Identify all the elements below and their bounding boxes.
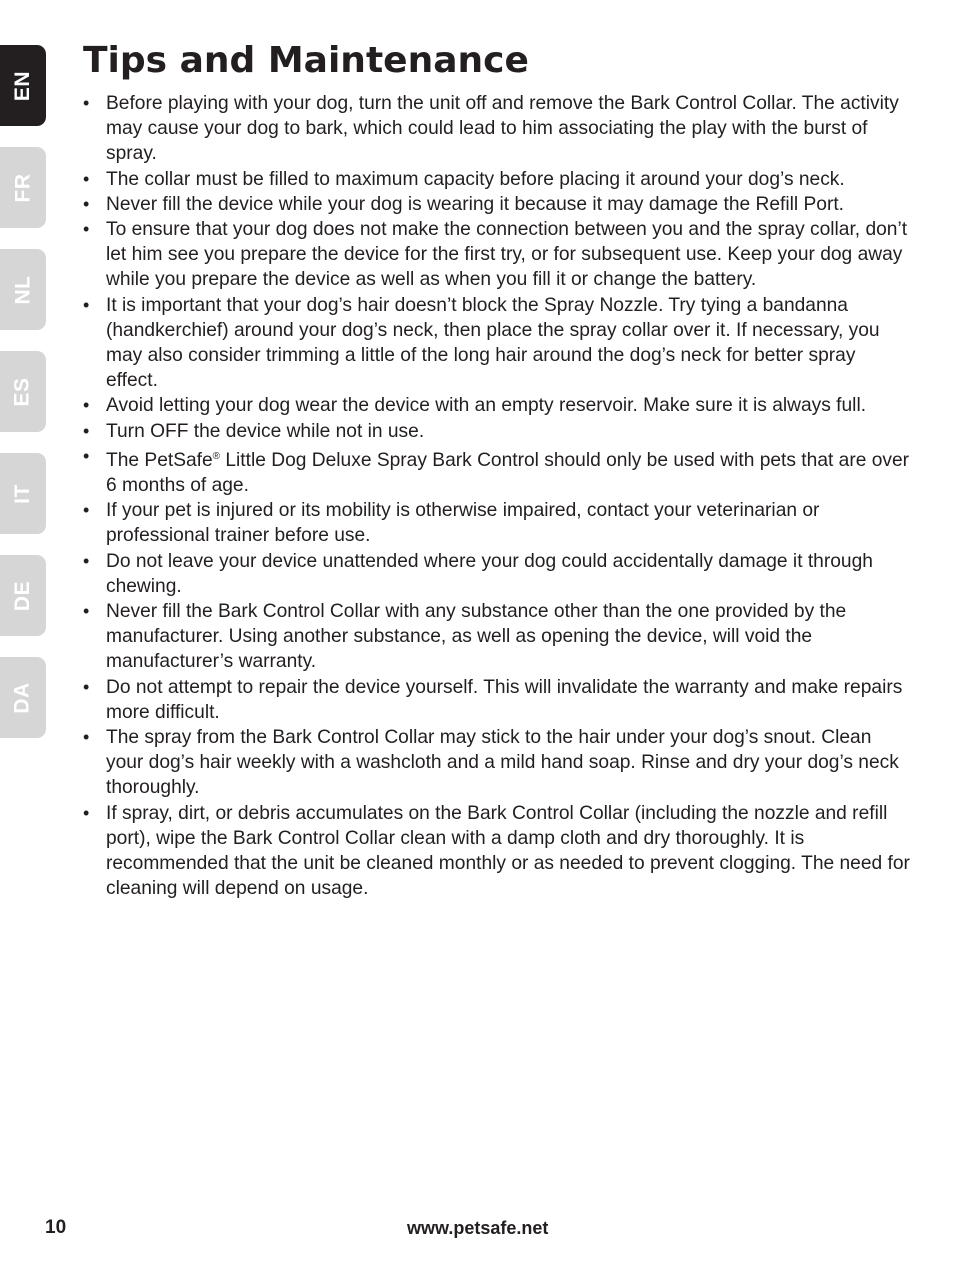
list-item <box>80 91 910 167</box>
registered-mark: ® <box>212 450 221 462</box>
bullet-icon: • <box>83 294 90 315</box>
tip-text: If your pet is injured or its mobility is otherwise impaired, contact your veterinarian or professional trainer before use. <box>106 500 820 547</box>
bullet-icon: • <box>83 168 90 189</box>
list-item <box>80 725 910 801</box>
language-tab-es[interactable] <box>0 351 46 432</box>
bullet-icon: • <box>83 420 90 441</box>
list-item <box>80 498 910 548</box>
tip-text: Do not attempt to repair the device yourself. This will invalidate the warranty and make repairs more difficult. <box>106 676 903 723</box>
list-item <box>80 419 910 444</box>
tip-text: The PetSafe <box>106 449 213 471</box>
list-item <box>80 801 910 902</box>
list-item <box>80 192 910 217</box>
bullet-icon: • <box>83 193 90 214</box>
bullet-icon: • <box>83 727 90 748</box>
list-item <box>80 599 910 675</box>
list-item <box>80 549 910 599</box>
bullet-icon: • <box>83 395 90 416</box>
tip-text: Turn OFF the device while not in use. <box>106 420 425 442</box>
bullet-icon: • <box>83 676 90 697</box>
bullet-icon: • <box>83 500 90 521</box>
language-tab-nl[interactable] <box>0 249 46 330</box>
tip-text: To ensure that your dog does not make the connection between you and the spray collar, don’t let him see you prepare the device for the first try, or for subsequent use. Keep your dog away while you prepare the device as well as when you fill it or change the battery. <box>106 219 908 291</box>
language-tab-label: EN <box>11 70 34 101</box>
language-tab-it[interactable] <box>0 453 46 534</box>
language-tab-label: DA <box>11 681 34 714</box>
list-item <box>80 167 910 192</box>
bullet-icon: • <box>83 93 90 113</box>
language-tab-label: DE <box>11 580 34 611</box>
bullet-icon: • <box>83 550 90 571</box>
tip-text: Never fill the Bark Control Collar with any substance other than the one provided by the manufacturer. Using another substance, as well as opening the device, will void the manufacturer’s warranty. <box>106 601 847 673</box>
list-item <box>80 217 910 293</box>
bullet-icon: • <box>83 219 90 240</box>
language-tab-label: FR <box>11 173 34 202</box>
tip-text: If spray, dirt, or debris accumulates on the Bark Control Collar (including the nozzle and refill port), wipe the Bark Control Collar clean with a damp cloth and dry thoroughly. It is recommended that the unit be cleaned monthly or as needed to prevent clogging. The need for cleaning will depend on usage. <box>106 802 910 900</box>
tip-text: It is important that your dog’s hair doesn’t block the Spray Nozzle. Try tying a bandanna (handkerchief) around your dog’s neck, then place the spray collar over it. If necessary, you may also consider trimming a little of the long hair around the dog’s neck for better spray effect. <box>106 294 880 392</box>
tip-text: Do not leave your device unattended where your dog could accidentally damage it through chewing. <box>106 550 873 597</box>
language-tab-de[interactable] <box>0 555 46 636</box>
tip-text: Avoid letting your dog wear the device with an empty reservoir. Make sure it is always full. <box>106 395 867 417</box>
language-tab-da[interactable] <box>0 657 46 738</box>
tip-text: Little Dog Deluxe Spray Bark Control should only be used with pets that are over 6 months of age. <box>106 449 910 497</box>
language-tab-label: NL <box>11 275 34 304</box>
tip-text: Before playing with your dog, turn the unit off and remove the Bark Control Collar. The activity may cause your dog to bark, which could lead to him associating the play with the burst of spray. <box>106 93 899 165</box>
website-url: www.petsafe.net <box>407 1218 549 1238</box>
bullet-icon: • <box>83 445 90 466</box>
language-tab-fr[interactable] <box>0 147 46 228</box>
page-title: Tips and Maintenance <box>83 40 529 81</box>
list-item <box>80 444 910 498</box>
language-tab-label: IT <box>10 483 34 504</box>
page-number: 10 <box>45 1217 67 1238</box>
bullet-icon: • <box>83 601 90 622</box>
list-item <box>80 293 910 394</box>
tip-text: The collar must be filled to maximum capacity before placing it around your dog’s neck. <box>106 168 845 190</box>
tip-text: Never fill the device while your dog is wearing it because it may damage the Refill Port. <box>106 193 845 215</box>
language-tab-label: ES <box>10 376 34 407</box>
list-item <box>80 675 910 725</box>
language-tab-en[interactable] <box>0 45 46 126</box>
tips-list <box>80 91 910 902</box>
list-item <box>80 393 910 418</box>
tip-text: The spray from the Bark Control Collar may stick to the hair under your dog’s snout. Clean your dog’s hair weekly with a washcloth and a mild hand soap. Rinse and dry your dog’s neck thoroughly. <box>106 727 899 799</box>
bullet-icon: • <box>83 802 90 823</box>
